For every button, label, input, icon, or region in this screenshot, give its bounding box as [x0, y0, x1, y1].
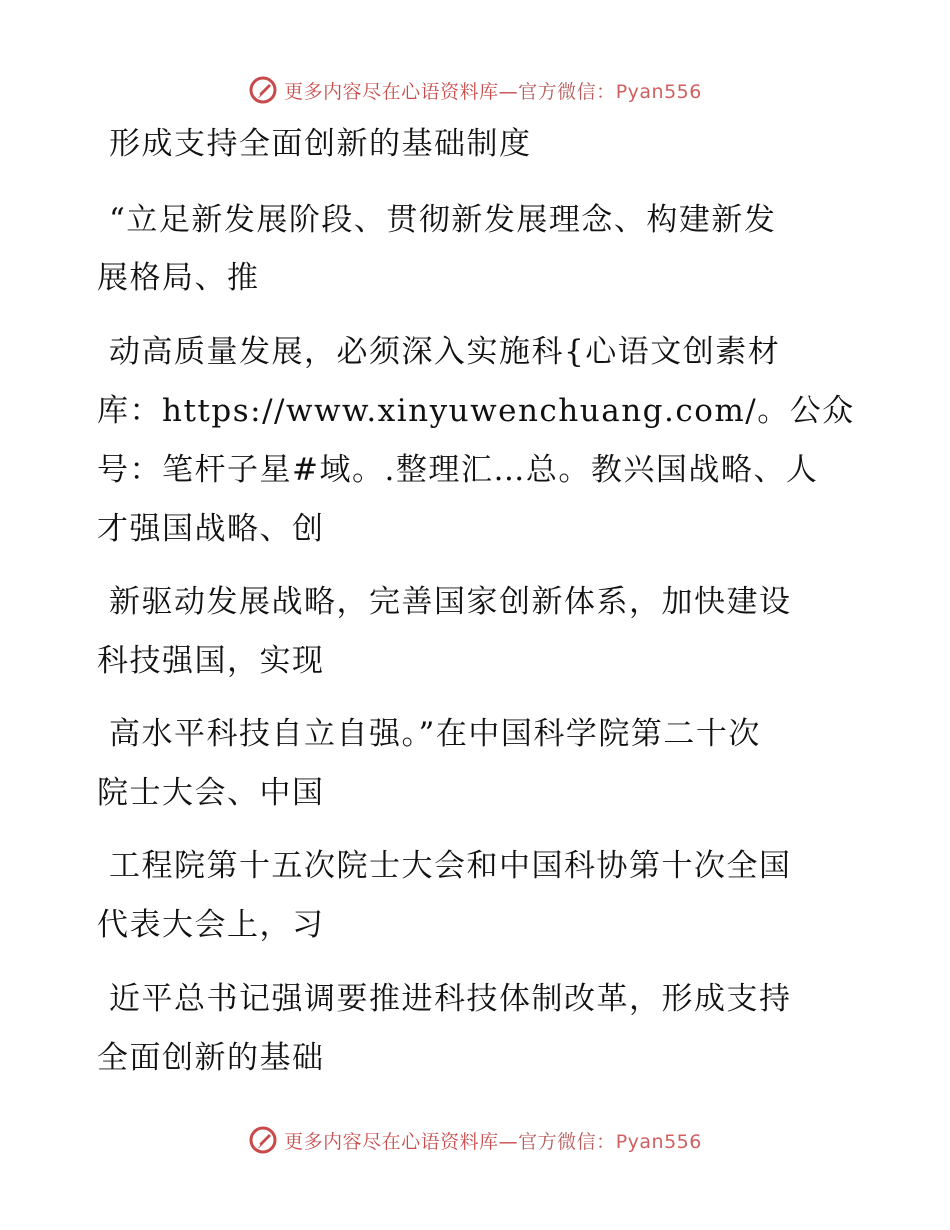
paragraph-line: 动高质量发展，必须深入实施科{心语文创素材 [109, 334, 781, 370]
footer-banner [0, 1120, 950, 1160]
paragraph-line: 工程院第十五次院士大会和中国科协第十次全国 [109, 848, 792, 884]
header-banner-text [284, 77, 702, 104]
footer-wechat-id: Pyan556 [615, 1130, 702, 1153]
header-banner [0, 70, 950, 110]
paragraph-line: 展格局、推 [97, 260, 260, 296]
paragraph-line: 库：https://www.xinyuwenchuang.com/。公众 [97, 393, 855, 429]
header-dash: — [498, 80, 519, 103]
paragraph-line: 才强国战略、创 [97, 511, 325, 547]
footer-dash: — [498, 1130, 519, 1153]
paragraph-line: 全面创新的基础 [97, 1040, 325, 1076]
paragraph-line: 新驱动发展战略，完善国家创新体系，加快建设 [109, 584, 792, 620]
header-wechat-id: Pyan556 [615, 80, 702, 103]
paragraph-line: “立足新发展阶段、贯彻新发展理念、构建新发 [109, 202, 777, 238]
pen-seal-logo-icon [248, 75, 278, 105]
footer-brand-text: 更多内容尽在心语资料库 [284, 1130, 499, 1153]
paragraph-line: 近平总书记强调要推进科技体制改革，形成支持 [109, 981, 792, 1017]
paragraph-line: 院士大会、中国 [97, 775, 325, 811]
pen-seal-logo-icon [248, 1125, 278, 1155]
header-official-label: 官方微信： [518, 80, 616, 103]
document-title: 形成支持全面创新的基础制度 [109, 126, 532, 162]
paragraph-line: 高水平科技自立自强。”在中国科学院第二十次 [109, 716, 761, 752]
footer-official-label: 官方微信： [518, 1130, 616, 1153]
paragraph-line: 科技强国，实现 [97, 643, 325, 679]
paragraph-line: 号：笔杆子星#域。.整理汇…总。教兴国战略、人 [97, 452, 819, 488]
footer-banner-text [284, 1127, 702, 1154]
header-brand-text: 更多内容尽在心语资料库 [284, 80, 499, 103]
paragraph-line: 代表大会上，习 [97, 907, 325, 943]
